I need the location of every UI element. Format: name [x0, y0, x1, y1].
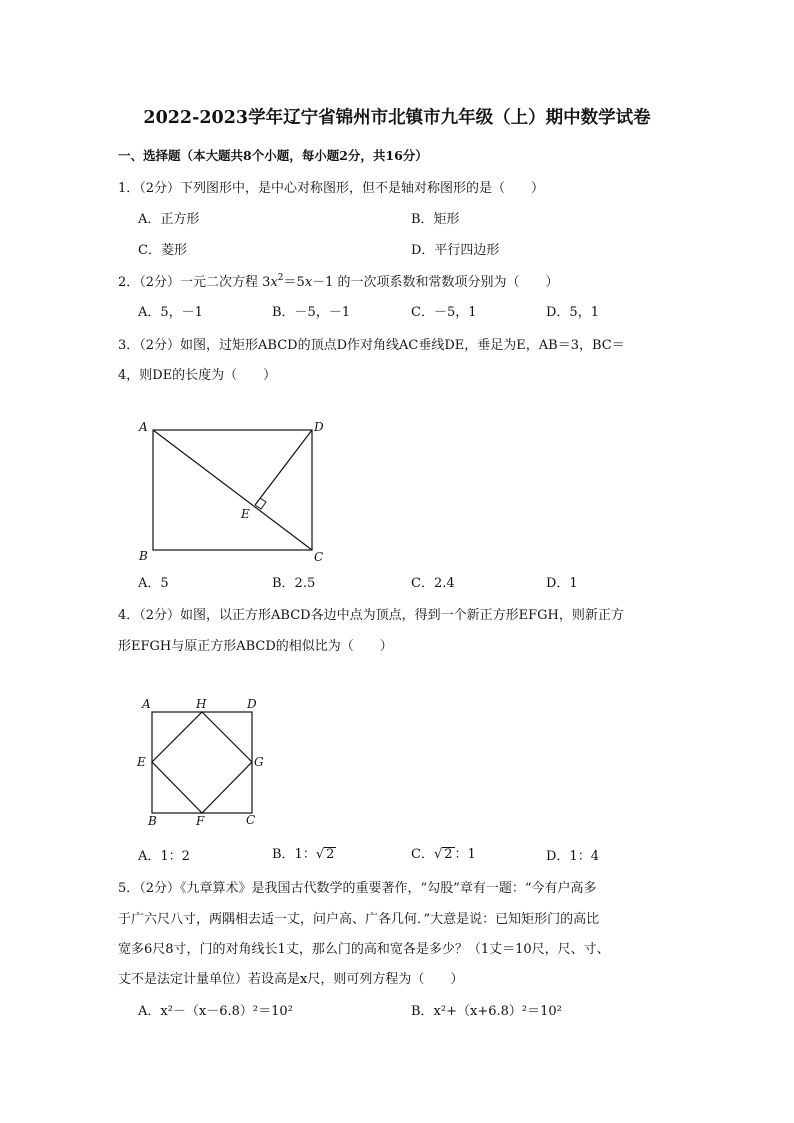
q2-var-x: x — [270, 275, 278, 290]
question-1-stem: 1．（2分）下列图形中，是中心对称图形，但不是轴对称图形的是（ ） — [118, 181, 545, 196]
q4-label-g: G — [254, 755, 264, 769]
q4-option-c — [411, 843, 476, 862]
question-5-line-3: 宽多6尺8寸，门的对角线长1丈，那么门的高和宽各是多少？（1丈＝10尺，尺、寸、 — [118, 942, 610, 957]
question-5-line-2: 于广六尺八寸，两隅相去适一丈，问户高、广各几何．”大意是说：已知矩形门的高比 — [118, 912, 600, 927]
q4-square-efgh — [152, 712, 252, 813]
q2-option-b: B．－5，－1 — [272, 305, 351, 320]
q4-square-abcd — [152, 712, 252, 813]
sqrt-symbol: √ 2 — [315, 847, 335, 862]
q2-option-c: C．－5，1 — [411, 305, 477, 320]
q3-option-d: D．1 — [546, 576, 578, 591]
section-heading: 一、选择题（本大题共8个小题，每小题2分，共16分） — [118, 148, 428, 163]
q1-option-b: B．矩形 — [411, 212, 460, 227]
q4-label-h: H — [196, 697, 207, 711]
q3-label-c: C — [314, 550, 324, 564]
question-4-line-1: 4．（2分）如图，以正方形ABCD各边中点为顶点，得到一个新正方形EFGH，则新正方 — [118, 608, 624, 623]
question-3-line-2: 4，则DE的长度为（ ） — [118, 368, 277, 383]
q3-label-d: D — [314, 420, 324, 434]
q3-option-a: A．5 — [138, 576, 169, 591]
question-2-stem — [118, 271, 559, 290]
q2-option-d: D．5，1 — [546, 305, 599, 320]
q2-stem-pre: 2．（2分）一元二次方程 3 — [118, 275, 271, 290]
question-3-line-1: 3．（2分）如图，过矩形ABCD的顶点D作对角线AC垂线DE，垂足为E，AB＝3，BC＝ — [118, 338, 625, 353]
q2-var-x2: x — [304, 275, 313, 290]
q4-label-d: D — [247, 697, 257, 711]
q3-segment-de — [255, 430, 312, 505]
q4-label-a: A — [142, 697, 151, 711]
q2-equals: ＝5 — [283, 275, 305, 290]
q3-label-b: B — [139, 549, 148, 563]
q1-option-a: A．正方形 — [138, 212, 200, 227]
q5-option-a: A．x²－（x－6.8）²＝10² — [138, 1004, 293, 1019]
q4-square-figure — [132, 693, 272, 829]
sqrt-symbol: √ 2 — [433, 847, 453, 862]
q4-label-f: F — [196, 814, 205, 828]
q4-option-b — [272, 843, 336, 862]
question-4-line-2: 形EFGH与原正方形ABCD的相似比为（ ） — [118, 639, 393, 654]
q4-option-c-suffix: ：1 — [454, 847, 476, 862]
q3-rectangle-figure — [130, 415, 330, 567]
q3-label-e: E — [241, 507, 250, 521]
q2-exponent: 2 — [277, 273, 284, 283]
q4-option-a: A．1：2 — [138, 849, 190, 864]
q5-option-b: B．x²+（x+6.8）²＝10² — [411, 1004, 562, 1019]
page-title: 2022-2023学年辽宁省锦州市北镇市九年级（上）期中数学试卷 — [143, 108, 651, 128]
q4-label-c: C — [246, 813, 256, 827]
q4-option-d: D．1：4 — [546, 849, 599, 864]
q1-option-d: D．平行四边形 — [411, 243, 500, 258]
q3-label-a: A — [139, 420, 148, 434]
q3-option-c: C．2.4 — [411, 576, 455, 591]
q3-diagonal-ac — [153, 430, 312, 550]
q4-option-b-radicand: 2 — [326, 847, 335, 862]
q4-label-b: B — [148, 814, 157, 828]
q4-option-b-prefix: B．1： — [272, 847, 316, 862]
q3-option-b: B．2.5 — [272, 576, 316, 591]
q4-option-c-radicand: 2 — [444, 847, 453, 862]
q4-option-c-prefix: C． — [411, 847, 434, 862]
q4-label-e: E — [137, 755, 146, 769]
question-5-line-1: 5．（2分）《九章算术》是我国古代数学的重要著作，“勾股”章有一题：“今有户高多 — [118, 881, 597, 896]
q2-option-a: A．5，－1 — [138, 305, 203, 320]
q2-stem-tail: －1 的一次项系数和常数项分别为（ ） — [312, 275, 559, 290]
question-5-line-4: 丈不是法定计量单位）若设高是x尺，则可列方程为（ ） — [118, 972, 464, 987]
q1-option-c: C．菱形 — [138, 243, 187, 258]
